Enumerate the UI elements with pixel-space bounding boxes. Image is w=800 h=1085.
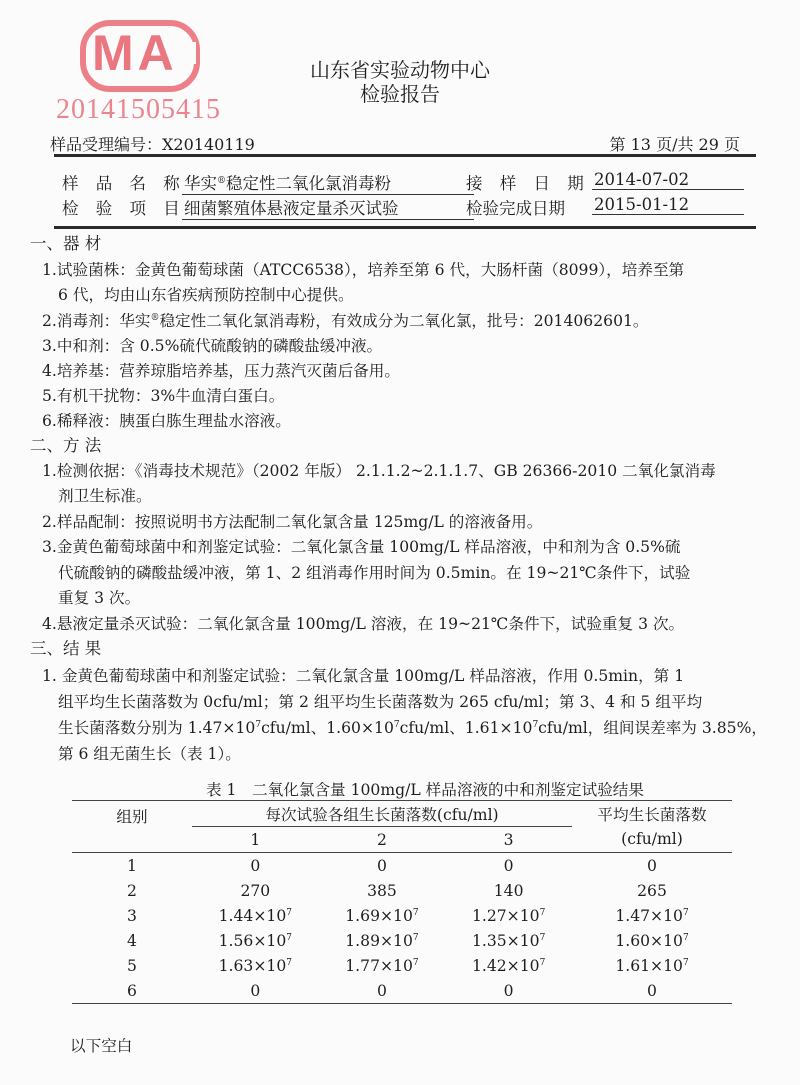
- sample-name-value: 华实®稳定性二氧化氯消毒粉: [182, 170, 474, 195]
- paragraph: 组平均生长菌落数为 0cfu/ml；第 2 组平均生长菌落数为 265 cfu/ml；第 3、4 和 5 组平均: [58, 693, 703, 711]
- doc-title: 检验报告: [360, 82, 440, 106]
- col-header-avg-unit: (cfu/ml): [621, 830, 683, 849]
- blank-below-note: 以下空白: [70, 1037, 133, 1055]
- acceptance-label: 样品受理编号：: [50, 135, 163, 154]
- col-header-trial: 2: [377, 830, 387, 849]
- col-header-group: 组别: [116, 808, 148, 826]
- paragraph: 1.试验菌株：金黄色葡萄球菌（ATCC6538），培养至第 6 代，大肠杆菌（8099），培养至第: [42, 261, 685, 279]
- header-rule: [54, 154, 756, 157]
- test-item-value: 细菌繁殖体悬液定量杀灭试验: [182, 195, 474, 220]
- col-header-trial: 3: [503, 830, 514, 849]
- table-row: 3 $1.44\times 10^7$ $1.69\times 10^7$ $1.27\times 10^7$ $1.47\times 10^7$: [127, 906, 689, 925]
- paragraph: 1. 金黄色葡萄球菌中和剂鉴定试验：二氧化氯含量 100mg/L 样品溶液，作用 0.5min，第 1: [42, 667, 685, 685]
- paragraph: 剂卫生标准。: [58, 487, 152, 505]
- acceptance-number: X20140119: [162, 135, 255, 154]
- info-rule: [54, 226, 756, 229]
- paragraph: 3.金黄色葡萄球菌中和剂鉴定试验：二氧化氯含量 100mg/L 样品溶液，中和剂为含 0.5%硫: [42, 538, 681, 556]
- complete-date-value: 2015-01-12: [592, 195, 744, 215]
- paragraph: 2.消毒剂：华实®稳定性二氧化氯消毒粉，有效成分为二氧化氯，批号：2014062601。: [42, 312, 649, 330]
- table-row: 4 $1.56\times 10^7$ $1.89\times 10^7$ $1.35\times 10^7$ $1.60\times 10^7$: [127, 931, 689, 950]
- table-row: 6 0 0 0 0: [72, 978, 732, 1004]
- paragraph: 4.培养基：营养琼脂培养基，压力蒸汽灭菌后备用。: [42, 362, 400, 380]
- section-heading: 二、方 法: [30, 436, 102, 455]
- table-row: 2 270 385 140 265: [127, 881, 667, 900]
- table-row: 5 $1.63\times 10^7$ $1.77\times 10^7$ $1.42\times 10^7$ $1.61\times 10^7$: [127, 956, 689, 975]
- paragraph: 1.检测依据：《消毒技术规范》（2002 年版） 2.1.1.2~2.1.1.7、GB 26366-2010 二氧化氯消毒: [42, 462, 716, 480]
- stamp-letters: MA: [92, 25, 178, 81]
- col-header-trials: 每次试验各组生长菌落数(cfu/ml): [192, 801, 572, 827]
- stamp-code: 20141505415: [56, 94, 221, 125]
- results-table: [72, 800, 732, 1004]
- paragraph: 4.悬液定量杀灭试验：二氧化氯含量 100mg/L 溶液，在 19~21℃条件下，试验重复 3 次。: [42, 615, 685, 633]
- receive-date-label: 接 样 日 期: [466, 174, 590, 193]
- paragraph: 第 6 组无菌生长（表 1）。: [58, 745, 241, 763]
- paragraph: 6 代，均由山东省疾病预防控制中心提供。: [58, 286, 354, 304]
- paragraph: 生长菌落数分别为 $1.47\times 10^7cfu/ml$、$1.60\times 10^7cfu/ml$、$1.61\times 10^7cfu/ml$，组间误差率为 3.85%，: [58, 719, 767, 737]
- section-heading: 三、结 果: [30, 639, 102, 658]
- paragraph: 2.样品配制：按照说明书方法配制二氧化氯含量 125mg/L 的溶液备用。: [42, 513, 543, 531]
- col-header-avg: 平均生长菌落数: [597, 805, 707, 824]
- acceptance-row: [50, 132, 754, 155]
- paragraph: 5.有机干扰物：3%牛血清白蛋白。: [42, 387, 285, 405]
- paragraph: 重复 3 次。: [58, 589, 141, 607]
- org-title: 山东省实验动物中心: [310, 58, 490, 82]
- table-caption: 表 1 二氧化氯含量 100mg/L 样品溶液的中和剂鉴定试验结果: [206, 781, 644, 799]
- sample-name-label: 样 品 名 称: [62, 174, 186, 193]
- receive-date-value: 2014-07-02: [592, 170, 744, 190]
- page-info: 第 13 页/共 29 页: [609, 135, 740, 154]
- section-heading: 一、器 材: [30, 234, 102, 253]
- paragraph: 3.中和剂：含 0.5%硫代硫酸钠的磷酸盐缓冲液。: [42, 337, 383, 355]
- table-row: 1 0 0 0 0: [127, 856, 657, 875]
- paragraph: 代硫酸钠的磷酸盐缓冲液，第 1、2 组消毒作用时间为 0.5min。在 19~21℃条件下，试验: [58, 564, 691, 582]
- col-header-trial: 1: [250, 830, 261, 849]
- complete-date-label: 检验完成日期: [466, 199, 565, 218]
- test-item-label: 检 验 项 目: [62, 199, 186, 218]
- paragraph: 6.稀释液：胰蛋白胨生理盐水溶液。: [42, 412, 291, 430]
